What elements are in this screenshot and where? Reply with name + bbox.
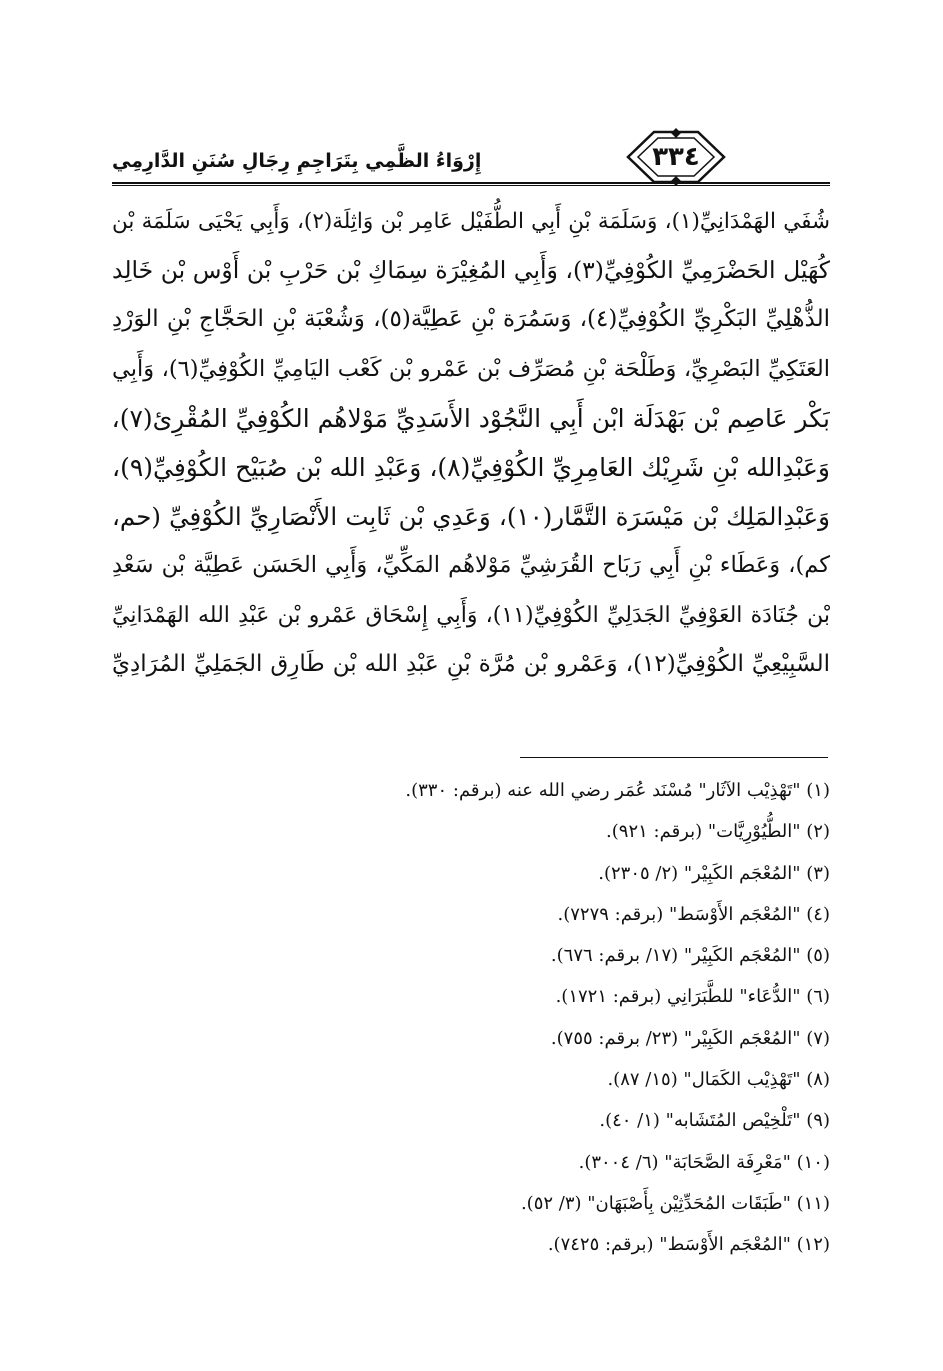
- running-title: إِرْوَاءُ الظَّمِي بِتَرَاجِمِ رِجَالِ سُنَنِ الدَّارِمِي: [112, 150, 482, 172]
- footnote: (٨) "تَهْذِيْب الكَمَال" (١٥/ ٨٧).: [607, 1069, 830, 1091]
- text-line: شُفَي الهَمْدَانِيِّ(١)، وَسَلَمَة بْنِ أَبِي الطُّفَيْل عَامِر بْن وَاثِلَة(٢)، وَأَبِي يَحْيَى سَلَمَة بْن: [112, 209, 830, 234]
- page-number-badge: [624, 128, 728, 186]
- text-line: وَعَبْدِالله بْنِ شَرِيْك العَامِرِيِّ الكُوْفِيِّ(٨)، وَعَبْدِ الله بْن صُبَيْح الكُوْفِيِّ(٩)،: [112, 452, 830, 482]
- footnote: (٤) "المُعْجَم الأَوْسَط" (برقم: ٧٢٧٩).: [557, 903, 830, 925]
- text-line: العَتَكِيِّ البَصْرِيِّ، وَطَلْحَة بْنِ مُصَرِّف بْن عَمْرو بْن كَعْب اليَامِيِّ الكُوْفِيِّ(٦)، وَأَبِي: [112, 355, 830, 382]
- footnote: (٣) "المُعْجَم الكَبِيْر" (٢/ ٢٣٠٥).: [598, 862, 830, 884]
- text-line: كم)، وَعَطَاء بْنِ أَبِي رَبَاح القُرَشِيِّ مَوْلاهُم المَكِّيِّ، وَأَبِي الحَسَن عَطِيَّة بْن سَعْدِ: [112, 552, 830, 579]
- header-rule-thin: [112, 185, 830, 186]
- header-rule: [112, 182, 830, 184]
- footnote-separator: [520, 757, 828, 758]
- page-header: [112, 128, 830, 186]
- text-line: الذُّهْلِيِّ البَكْرِيِّ الكُوْفِيِّ(٤)، وَسَمُرَة بْنِ عَطِيَّة(٥)، وَشُعْبَة بْنِ الحَجَّاجِ بْنِ الوَرْدِ: [112, 306, 830, 333]
- text-line: بَكْر عَاصِم بْن بَهْدَلَة ابْن أَبِي النَّجُوْد الأَسَدِيِّ مَوْلاهُم الكُوْفِيِّ المُقْرِئ(٧)،: [112, 403, 830, 433]
- text-line: بْن جُنَادَة العَوْفِيِّ الجَدَلِيِّ الكُوْفِيِّ(١١)، وَأَبِي إِسْحَاق عَمْرو بْن عَبْدِ الله الهَمْدَانِيِّ: [112, 602, 830, 628]
- footnote: (١) "تَهْذِيْب الآثَار" مُسْنَد عُمَر رضي الله عنه (برقم: ٣٣٠).: [405, 780, 830, 801]
- footnote: (١٠) "مَعْرِفَة الصَّحَابَة" (٦/ ٣٠٠٤).: [578, 1151, 830, 1173]
- footnote: (١١) "طَبَقَات المُحَدِّثِيْن بِأَصْبَهَان" (٣/ ٥٢).: [520, 1192, 830, 1214]
- footnote: (٦) "الدُّعَاء" للطَّبَرَانِي (برقم: ١٧٢١).: [555, 986, 830, 1008]
- footnote: (٢) "الطُّيُوْرِيَّات" (برقم: ٩٢١).: [606, 821, 830, 843]
- footnote: (٥) "المُعْجَم الكَبِيْر" (١٧/ برقم: ٦٧٦).: [550, 945, 830, 967]
- footnote: (٩) "تَلْخِيْص المُتَشَابه" (١/ ٤٠).: [599, 1110, 830, 1132]
- main-text: [112, 197, 830, 689]
- footnotes: [112, 770, 830, 1266]
- text-line: وَعَبْدِالمَلِك بْن مَيْسَرَة التَّمَّار(١٠)، وَعَدِي بْن ثَابِت الأَنْصَارِيِّ الكُوْفِيِّ (حم،: [112, 502, 830, 532]
- footnote: (١٢) "المُعْجَم الأَوْسَط" (برقم: ٧٤٢٥).: [547, 1234, 830, 1256]
- page-number: ٣٣٤: [652, 142, 700, 172]
- text-line: السَّبِيْعِيِّ الكُوْفِيِّ(١٢)، وَعَمْرو بْن مُرَّة بْنِ عَبْدِ الله بْن طَارِق الجَمَلِيِّ المُرَادِيِّ: [112, 650, 830, 677]
- text-line: كُهَيْل الحَضْرَمِيِّ الكُوْفِيِّ(٣)، وَأَبِي المُغِيْرَة سِمَاكِ بْن حَرْبِ بْن أَوْس بْن خَالِد: [112, 256, 830, 285]
- footnote: (٧) "المُعْجَم الكَبِيْر" (٢٣/ برقم: ٧٥٥).: [550, 1027, 830, 1049]
